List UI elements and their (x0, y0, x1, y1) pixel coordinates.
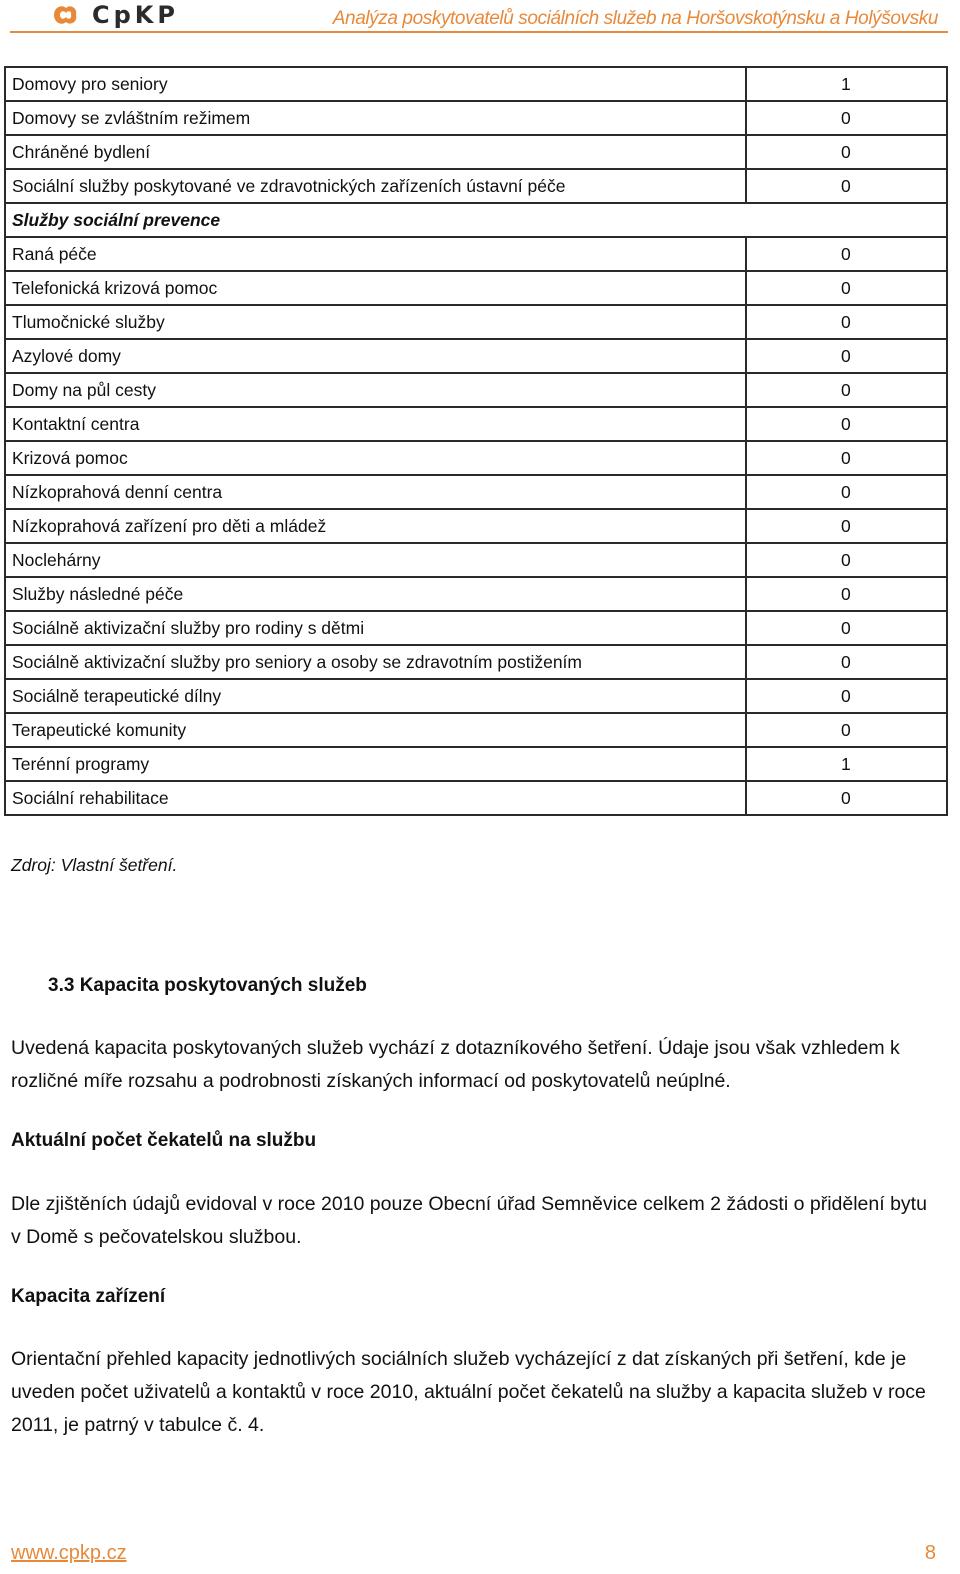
table-row (5, 475, 947, 509)
section-label: Služby sociální prevence (5, 203, 947, 237)
table-row (5, 67, 947, 101)
table-row (5, 713, 947, 747)
services-table (4, 66, 948, 816)
capacity-heading: Kapacita zařízení (11, 1286, 166, 1307)
service-count: 0 (746, 713, 947, 747)
table-row (5, 271, 947, 305)
service-count: 0 (746, 271, 947, 305)
service-count: 0 (746, 305, 947, 339)
service-name: Raná péče (5, 237, 746, 271)
service-count: 0 (746, 475, 947, 509)
table-row (5, 373, 947, 407)
page-header (0, 0, 960, 34)
service-count: 0 (746, 577, 947, 611)
table-section-row (5, 203, 947, 237)
service-count: 0 (746, 781, 947, 815)
service-name: Sociálně aktivizační služby pro seniory a osoby se zdravotním postižením (5, 645, 746, 679)
service-name: Terénní programy (5, 747, 746, 781)
service-count: 0 (746, 101, 947, 135)
service-name: Domy na půl cesty (5, 373, 746, 407)
table-row (5, 305, 947, 339)
service-count: 0 (746, 543, 947, 577)
table-row (5, 679, 947, 713)
service-name: Noclehárny (5, 543, 746, 577)
service-name: Sociální služby poskytované ve zdravotnických zařízeních ústavní péče (5, 169, 746, 203)
service-count: 1 (746, 747, 947, 781)
service-count: 0 (746, 135, 947, 169)
cpkp-logo-mark-icon (50, 2, 80, 28)
service-count: 1 (746, 67, 947, 101)
capacity-paragraph: Orientační přehled kapacity jednotlivých sociálních služeb vycházející z dat získaných při šetření, kde je uveden počet uživatelů a kontaktů v roce 2010, aktuální počet čekatelů na služby a kapacita služeb v roce 2011, je patrný v tabulce č. 4. (11, 1348, 926, 1436)
service-count: 0 (746, 611, 947, 645)
table-row (5, 747, 947, 781)
service-count: 0 (746, 169, 947, 203)
table-row (5, 407, 947, 441)
table-row (5, 135, 947, 169)
services-table-body (5, 67, 947, 815)
service-name: Chráněné bydlení (5, 135, 746, 169)
service-name: Služby následné péče (5, 577, 746, 611)
service-name: Sociálně aktivizační služby pro rodiny s dětmi (5, 611, 746, 645)
service-name: Kontaktní centra (5, 407, 746, 441)
table-row (5, 237, 947, 271)
intro-paragraph: Uvedená kapacita poskytovaných služeb vychází z dotazníkového šetření. Údaje jsou však vzhledem k rozličné míře rozsahu a podrobnosti získaných informací od poskytovatelů neúplné. (11, 1037, 900, 1092)
service-name: Domovy pro seniory (5, 67, 746, 101)
table-row (5, 645, 947, 679)
table-row (5, 339, 947, 373)
cpkp-logo (50, 1, 179, 29)
service-name: Sociální rehabilitace (5, 781, 746, 815)
service-name: Nízkoprahová zařízení pro děti a mládež (5, 509, 746, 543)
service-count: 0 (746, 237, 947, 271)
table-row (5, 543, 947, 577)
service-count: 0 (746, 679, 947, 713)
table-row (5, 781, 947, 815)
waiting-paragraph: Dle zjištěních údajů evidoval v roce 2010 pouze Obecní úřad Semněvice celkem 2 žádosti o přidělení bytu v Domě s pečovatelskou službou. (11, 1193, 927, 1248)
service-count: 0 (746, 373, 947, 407)
waiting-heading: Aktuální počet čekatelů na službu (11, 1130, 317, 1151)
website-link[interactable]: www.cpkp.cz (11, 1542, 127, 1564)
table-row (5, 441, 947, 475)
service-count: 0 (746, 441, 947, 475)
page-number: 8 (924, 1542, 936, 1564)
table-row (5, 169, 947, 203)
table-row (5, 509, 947, 543)
document-title: Analýza poskytovatelů sociálních služeb na Horšovskotýnsku a Holýšovsku (332, 8, 938, 29)
service-name: Domovy se zvláštním režimem (5, 101, 746, 135)
service-count: 0 (746, 407, 947, 441)
table-source-note: Zdroj: Vlastní šetření. (11, 855, 178, 875)
service-count: 0 (746, 339, 947, 373)
section-heading: 3.3 Kapacita poskytovaných služeb (48, 975, 367, 996)
table-row (5, 577, 947, 611)
service-count: 0 (746, 509, 947, 543)
service-name: Telefonická krizová pomoc (5, 271, 746, 305)
table-row (5, 101, 947, 135)
header-rule (10, 31, 948, 33)
service-name: Sociálně terapeutické dílny (5, 679, 746, 713)
service-count: 0 (746, 645, 947, 679)
service-name: Azylové domy (5, 339, 746, 373)
table-row (5, 611, 947, 645)
service-name: Krizová pomoc (5, 441, 746, 475)
logo-text: CpKP (92, 1, 179, 29)
service-name: Terapeutické komunity (5, 713, 746, 747)
service-name: Nízkoprahová denní centra (5, 475, 746, 509)
service-name: Tlumočnické služby (5, 305, 746, 339)
